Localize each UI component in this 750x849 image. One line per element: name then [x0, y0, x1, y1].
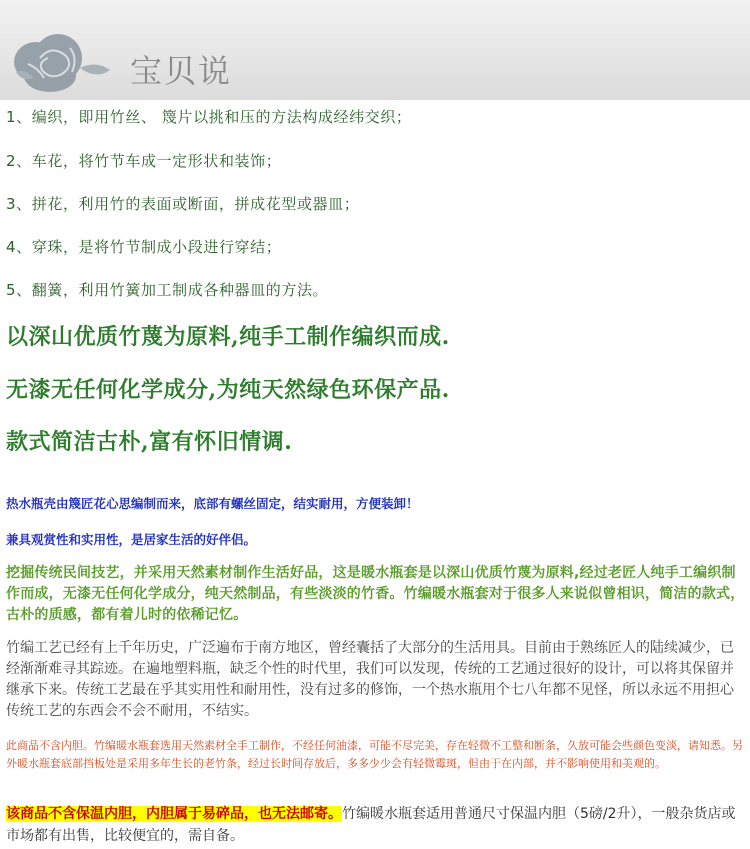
header-banner	[0, 0, 750, 100]
highlight-material: 以深山优质竹蔑为原料,纯手工制作编织而成.	[6, 324, 450, 350]
craft-item-beading: 4、穿珠，是将竹节制成小段进行穿结；	[6, 238, 282, 256]
craft-item-assembling: 3、拼花，利用竹的表面或断面，拼成花型或器皿；	[6, 195, 360, 213]
highlight-style: 款式简洁古朴,富有怀旧情调.	[6, 429, 293, 455]
final-notice-text: 竹编暖水瓶套适用普通尺寸保温内胆（5磅/2升），一般杂货店或市场都有出售，比较便宜的，需自备。	[6, 806, 736, 844]
craft-item-turning: 2、车花，将竹节车成一定形状和装饰；	[6, 152, 282, 170]
highlight-natural: 无漆无任何化学成分,为纯天然绿色环保产品.	[6, 377, 450, 403]
blue-line-structure: 热水瓶壳由篾匠花心思编制而来，底部有螺丝固定，结实耐用，方便装卸！	[6, 496, 419, 511]
rose-logo-icon	[10, 28, 122, 94]
final-notice-highlight: 该商品不含保温内胆，内胆属于易碎品，也无法邮寄。	[6, 806, 342, 822]
history-paragraph: 竹编工艺已经有上千年历史，广泛遍布于南方地区，曾经囊括了大部分的生活用具。目前由于熟练匠人的陆续减少，已经渐渐难寻其踪迹。在遍地塑料瓶，缺乏个性的时代里，我们可以发现，传统的工艺通过很好的设计，可以将其保留并继承下来。传统工艺最在乎其实用性和耐用性，没有过多的修饰，一个热水瓶用个七八年都不见怪，所以永远不用担心传统工艺的东西会不会不耐用，不结实。	[6, 640, 734, 719]
blue-line-usage: 兼具观赏性和实用性，是居家生活的好伴侣。	[6, 532, 257, 547]
green-description-paragraph: 挖掘传统民间技艺，并采用天然素材制作生活好品，这是暖水瓶套是以深山优质竹蔑为原料,经过老匠人纯手工编织制作而成，无漆无任何化学成分，纯天然制品，有些淡淡的竹香。竹编暖水瓶套对于很多人来说似曾相识，简洁的款式，古朴的质感，都有着儿时的依稀记忆。	[6, 565, 745, 623]
craft-item-fanhuang: 5、翻簧，利用竹簧加工制成各种器皿的方法。	[6, 281, 329, 299]
craft-item-weaving: 1、编织，即用竹丝、 篾片以挑和压的方法构成经纬交织；	[6, 108, 412, 126]
header-title: 宝贝说	[130, 52, 233, 90]
final-notice	[6, 803, 746, 847]
notice-paragraph: 此商品不含内胆。竹编暖水瓶套选用天然素材全手工制作，不经任何油漆，可能不尽完美，存在轻微不工整和断条，久放可能会些颜色变淡，请知悉。另外暖水瓶套底部挡板处是采用多年生长的老竹条，经过长时间存放后，多多少少会有轻微霉斑，但由于在内部，并不影响使用和美观的。	[6, 739, 743, 770]
